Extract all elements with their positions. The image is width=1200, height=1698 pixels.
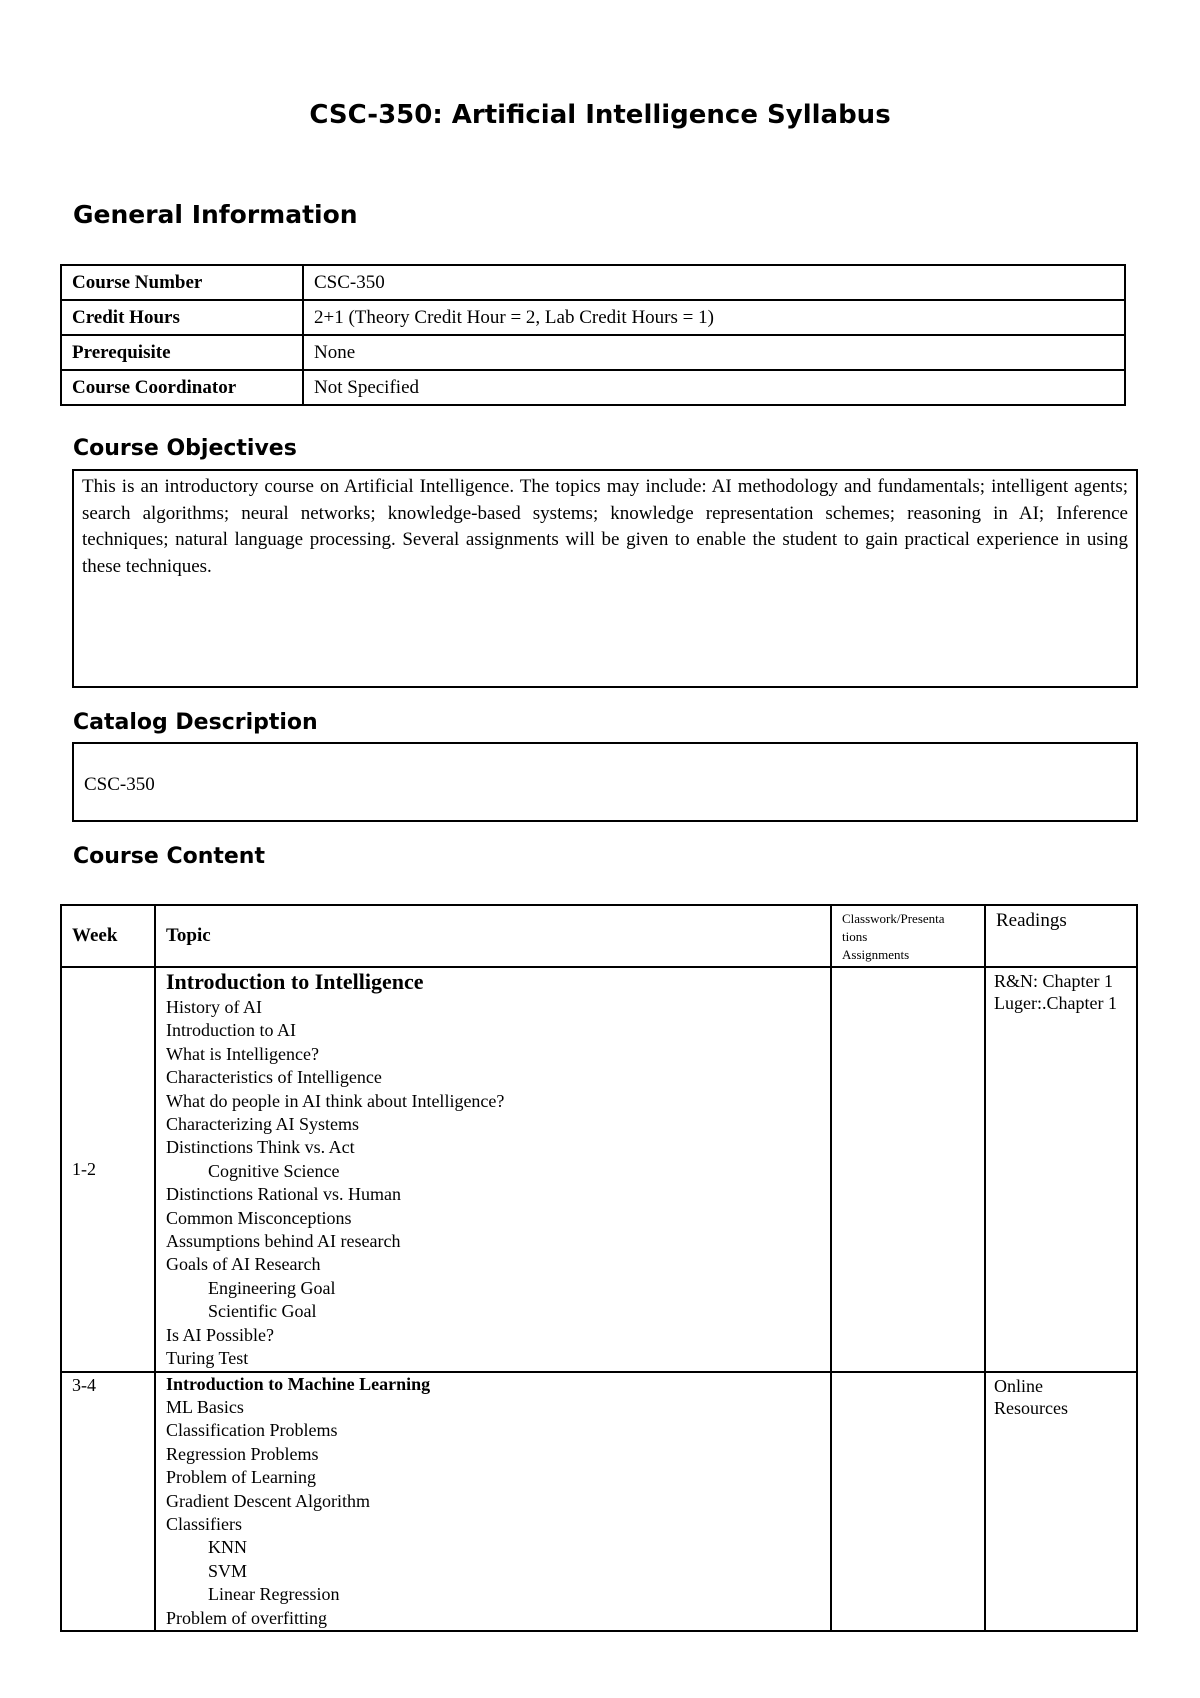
header-classwork-line: Classwork/Presenta	[842, 911, 945, 926]
content-header-row	[61, 905, 1137, 967]
content-row-week-1-2	[61, 967, 1137, 1372]
topic-line: Classifiers	[166, 1513, 242, 1534]
course-objectives-text: This is an introductory course on Artificial Intelligence. The topics may include: AI methodology and fundamentals; intelligent agents; search algorithms; neural networks; knowledge-based systems; knowledge representation schemes; reasoning in AI; Inference techniques; natural language processing. Several assignments will be given to enable the student to gain practical experience in using these techniques.	[72, 469, 1138, 688]
info-label: Course Number	[61, 265, 303, 300]
topic-line: Scientific Goal	[208, 1301, 317, 1322]
topic-line: What is Intelligence?	[166, 1043, 319, 1064]
topic-line: ML Basics	[166, 1396, 244, 1417]
classwork-cell	[831, 1372, 985, 1631]
catalog-description-text: CSC-350	[72, 742, 1138, 822]
document-title: CSC-350: Artificial Intelligence Syllabus	[309, 100, 891, 130]
topic-line: Turing Test	[166, 1348, 249, 1369]
course-content-table	[60, 904, 1138, 1632]
topic-list	[166, 1396, 830, 1630]
topic-line: Regression Problems	[166, 1443, 319, 1464]
topic-line: What do people in AI think about Intelligence?	[166, 1090, 505, 1111]
header-classwork	[831, 905, 985, 967]
topic-cell	[155, 1372, 831, 1631]
info-row-prerequisite	[61, 335, 1125, 370]
topic-line: Is AI Possible?	[166, 1324, 274, 1345]
topic-line: KNN	[208, 1537, 247, 1558]
topic-list	[166, 996, 830, 1371]
info-row-credit-hours	[61, 300, 1125, 335]
content-row-week-3-4	[61, 1372, 1137, 1631]
topic-cell	[155, 967, 831, 1372]
topic-line: Characteristics of Intelligence	[166, 1067, 382, 1088]
info-row-course-coordinator	[61, 370, 1125, 405]
topic-line: Engineering Goal	[208, 1277, 336, 1298]
header-classwork-line: tions	[842, 929, 868, 944]
classwork-cell	[831, 967, 985, 1372]
topic-line: Linear Regression	[208, 1584, 340, 1605]
reading-item: Online	[994, 1375, 1043, 1396]
info-row-course-number	[61, 265, 1125, 300]
catalog-description-heading: Catalog Description	[73, 710, 318, 735]
topic-line: History of AI	[166, 997, 262, 1017]
reading-item: R&N: Chapter 1	[994, 971, 1113, 991]
topic-line: Assumptions behind AI research	[166, 1231, 401, 1252]
header-week: Week	[61, 905, 155, 967]
readings-cell	[985, 967, 1137, 1372]
header-readings: Readings	[985, 905, 1137, 967]
topic-line: Distinctions Rational vs. Human	[166, 1184, 401, 1205]
topic-line: Cognitive Science	[208, 1160, 340, 1181]
info-value: 2+1 (Theory Credit Hour = 2, Lab Credit Hours = 1)	[303, 300, 1125, 335]
topic-line: Distinctions Think vs. Act	[166, 1137, 355, 1158]
info-value: None	[303, 335, 1125, 370]
course-objectives-heading: Course Objectives	[73, 436, 297, 461]
topic-line: Introduction to AI	[166, 1020, 296, 1041]
week-cell: 1-2	[61, 967, 155, 1372]
week-cell: 3-4	[61, 1372, 155, 1631]
topic-line: Classification Problems	[166, 1420, 338, 1441]
info-value: CSC-350	[303, 265, 1125, 300]
reading-item: Luger:.Chapter 1	[994, 993, 1117, 1013]
readings-cell	[985, 1372, 1137, 1631]
reading-item: Resources	[994, 1397, 1068, 1418]
info-value: Not Specified	[303, 370, 1125, 405]
info-label: Prerequisite	[61, 335, 303, 370]
info-label: Course Coordinator	[61, 370, 303, 405]
info-label: Credit Hours	[61, 300, 303, 335]
general-information-heading: General Information	[73, 200, 358, 229]
topic-line: Goals of AI Research	[166, 1254, 321, 1275]
topic-line: Gradient Descent Algorithm	[166, 1490, 370, 1511]
general-information-table	[60, 264, 1126, 406]
topic-line: Characterizing AI Systems	[166, 1114, 359, 1135]
topic-line: Problem of overfitting	[166, 1607, 327, 1628]
course-content-heading: Course Content	[73, 844, 265, 869]
topic-heading: Introduction to Machine Learning	[166, 1373, 431, 1394]
topic-line: Problem of Learning	[166, 1467, 316, 1488]
topic-line: Common Misconceptions	[166, 1207, 352, 1228]
topic-line: SVM	[208, 1560, 248, 1581]
header-topic: Topic	[155, 905, 831, 967]
topic-heading: Introduction to Intelligence	[166, 969, 424, 994]
header-classwork-line: Assignments	[842, 947, 910, 962]
